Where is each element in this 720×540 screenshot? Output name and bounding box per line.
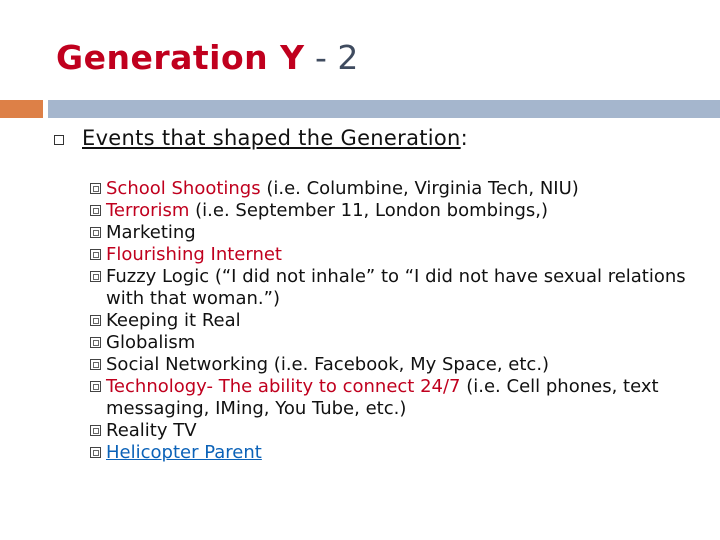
list-item	[90, 178, 708, 200]
square-bullet-icon	[90, 425, 101, 436]
list-item	[90, 442, 708, 464]
item-detail: (i.e. Columbine, Virginia Tech, NIU)	[260, 178, 579, 199]
item-text: Globalism	[106, 332, 196, 353]
square-bullet-icon	[90, 183, 101, 194]
section-heading-text: Events that shaped the Generation	[82, 126, 461, 150]
item-detail: (i.e. Cell phones, text messaging, IMing, You Tube, etc.)	[106, 376, 659, 419]
item-highlight: Flourishing Internet	[106, 244, 282, 265]
list-item	[90, 420, 708, 442]
list-item	[90, 332, 708, 354]
list-item	[90, 376, 708, 420]
square-bullet-icon	[90, 359, 101, 370]
item-text: Fuzzy Logic (“I did not inhale” to “I did not have sexual relations with that woman.”)	[106, 266, 686, 309]
list-item	[90, 222, 708, 244]
square-bullet-icon	[90, 447, 101, 458]
square-bullet-icon	[90, 337, 101, 348]
section-heading-colon: :	[460, 126, 469, 150]
event-list	[90, 178, 708, 464]
square-bullet-icon	[90, 271, 101, 282]
list-item	[90, 244, 708, 266]
item-highlight: School Shootings	[106, 178, 261, 199]
square-bullet-icon	[90, 205, 101, 216]
list-item	[90, 354, 708, 376]
item-text: Social Networking (i.e. Facebook, My Space, etc.)	[106, 354, 550, 375]
item-text: Keeping it Real	[106, 310, 241, 331]
slide-title-main: Generation Y	[56, 38, 305, 77]
list-item	[90, 200, 708, 222]
item-detail: (i.e. September 11, London bombings,)	[189, 200, 549, 221]
item-highlight: Terrorism	[106, 200, 190, 221]
item-text: Marketing	[106, 222, 196, 243]
slide-title	[56, 38, 358, 77]
square-bullet-icon	[54, 135, 64, 145]
square-bullet-icon	[90, 381, 101, 392]
accent-bar-blue	[48, 100, 720, 118]
item-highlight: Technology- The ability to connect 24/7	[106, 376, 461, 397]
square-bullet-icon	[90, 249, 101, 260]
list-item	[90, 266, 708, 310]
list-item	[90, 310, 708, 332]
section-heading	[82, 126, 468, 150]
helicopter-parent-link[interactable]: Helicopter Parent	[106, 442, 262, 463]
accent-bar-orange	[0, 100, 43, 118]
item-text: Reality TV	[106, 420, 197, 441]
square-bullet-icon	[90, 315, 101, 326]
slide-title-suffix: - 2	[304, 38, 359, 77]
square-bullet-icon	[90, 227, 101, 238]
